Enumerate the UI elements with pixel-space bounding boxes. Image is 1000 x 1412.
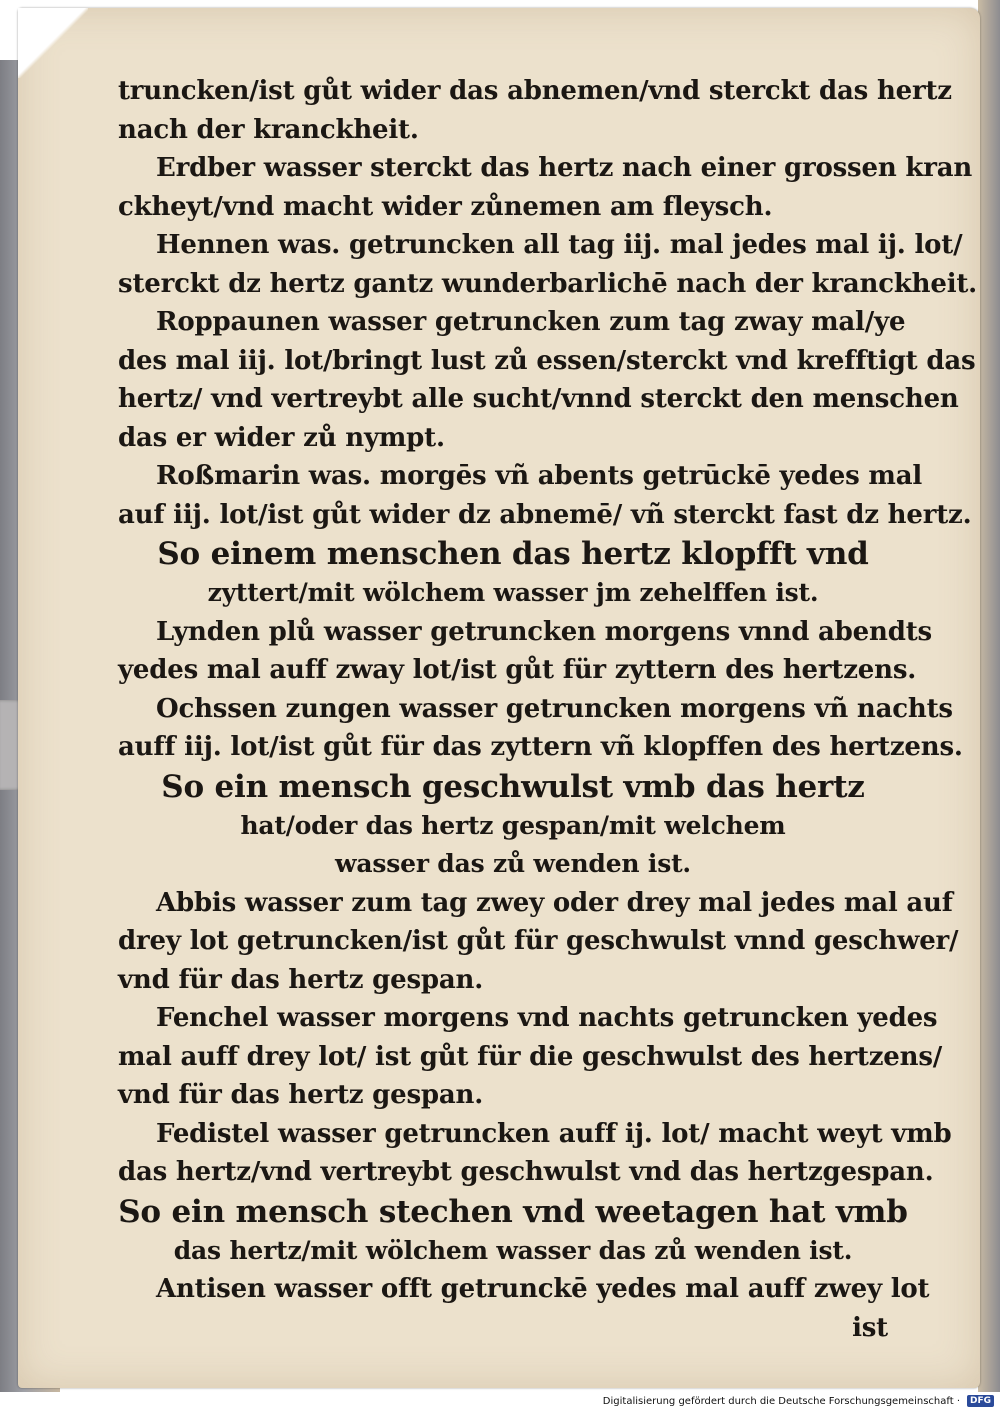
- section-heading-line: So einem menschen das hertz klopfft vnd: [157, 536, 869, 572]
- page-text-block: [118, 72, 978, 1347]
- text-line: Fenchel wasser morgens vnd nachts getruncken yedes: [156, 1003, 938, 1033]
- text-line: Erdber wasser sterckt das hertz nach einer grossen kran: [156, 153, 973, 183]
- text-line: nach der kranckheit.: [118, 114, 419, 145]
- text-line: ist: [852, 1312, 888, 1343]
- torn-corner: [18, 8, 88, 78]
- footer-bar: [0, 1392, 1000, 1412]
- text-line: drey lot getruncken/ist gůt für geschwulst vnnd geschwer/: [118, 926, 959, 956]
- text-line: des mal iij. lot/bringt lust zů essen/sterckt vnd krefftigt das: [118, 345, 976, 376]
- text-line: ckheyt/vnd macht wider zůnemen am fleysch.: [118, 191, 773, 222]
- text-line: vnd für das hertz gespan.: [118, 964, 484, 995]
- text-line: hertz/ vnd vertreybt alle sucht/vnnd sterckt den menschen: [118, 384, 959, 414]
- section-heading-line: So ein mensch stechen vnd weetagen hat vmb: [118, 1193, 908, 1230]
- text-line: vnd für das hertz gespan.: [118, 1080, 484, 1110]
- footer-credit: Digitalisierung gefördert durch die Deutsche Forschungsgemeinschaft ·: [602, 1396, 960, 1407]
- text-line: auf iij. lot/ist gůt wider dz abnemē/ vñ sterckt fast dz hertz.: [118, 499, 972, 530]
- text-line: Ochssen zungen wasser getruncken morgens vñ nachts: [156, 693, 953, 724]
- text-line: Abbis wasser zum tag zwey oder drey mal jedes mal auf: [156, 887, 953, 918]
- section-heading-line: wasser das zů wenden ist.: [335, 849, 691, 878]
- dfg-logo-icon: DFG: [967, 1395, 994, 1407]
- text-line: Lynden plů wasser getruncken morgens vnnd abendts: [156, 616, 932, 647]
- text-line: Fedistel wasser getruncken auff ij. lot/ macht weyt vmb: [156, 1118, 952, 1149]
- text-line: das hertz/vnd vertreybt geschwulst vnd das hertzgespan.: [118, 1157, 934, 1187]
- text-line: auff iij. lot/ist gůt für das zyttern vñ klopffen des hertzens.: [118, 732, 963, 762]
- section-heading-line: das hertz/mit wölchem wasser das zů wenden ist.: [173, 1235, 853, 1265]
- text-line: Roßmarin was. morgēs vñ abents getrūckē yedes mal: [156, 461, 923, 491]
- text-line: truncken/ist gůt wider das abnemen/vnd sterckt das hertz: [118, 76, 952, 106]
- section-heading-line: zyttert/mit wölchem wasser jm zehelffen ist.: [207, 578, 819, 607]
- text-line: sterckt dz hertz gantz wunderbarlichē nach der kranckheit.: [118, 268, 978, 299]
- text-line: Hennen was. getruncken all tag iij. mal jedes mal ij. lot/: [156, 230, 963, 260]
- text-line: yedes mal auff zway lot/ist gůt für zyttern des hertzens.: [118, 655, 917, 685]
- section-heading-line: hat/oder das hertz gespan/mit welchem: [240, 810, 786, 840]
- text-line: das er wider zů nympt.: [118, 422, 445, 453]
- text-line: Roppaunen wasser getruncken zum tag zway mal/ye: [156, 307, 906, 337]
- text-line: mal auff drey lot/ ist gůt für die geschwulst des hertzens/: [118, 1041, 943, 1072]
- section-heading-line: So ein mensch geschwulst vmb das hertz: [161, 768, 865, 805]
- text-line: Antisen wasser offt getrunckē yedes mal auff zwey lot: [156, 1274, 930, 1304]
- book-edge-right: [978, 0, 1000, 1392]
